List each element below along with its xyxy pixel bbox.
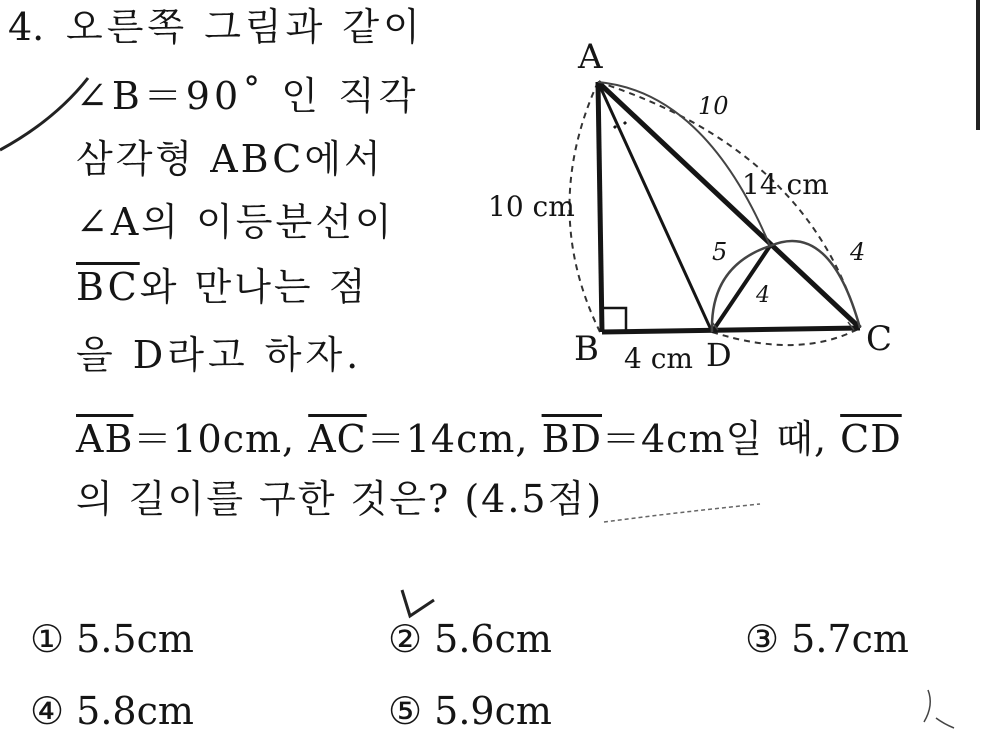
bd-length-label: 4 cm — [624, 342, 693, 375]
question-line-4: ∠A의 이등분선이 — [76, 200, 395, 244]
side-ac — [598, 82, 860, 328]
vertex-c-label: C — [866, 319, 893, 359]
segment-cd: $\overline{CD}$ — [840, 417, 902, 461]
question-line-5-rest: 와 만나는 점 — [139, 265, 369, 309]
side-bc — [602, 328, 860, 332]
vertex-b-label: B — [574, 329, 599, 369]
ac-length-label: 14 cm — [742, 168, 829, 201]
given-conditions — [76, 417, 902, 461]
choice-1[interactable]: ① 5.5cm — [30, 617, 194, 661]
pencil-underline-right — [604, 504, 760, 522]
side-ab — [598, 82, 602, 332]
question-ask: 의 길이를 구한 것은? (4.5점) — [76, 477, 604, 521]
segment-ab-value: ＝10cm, — [133, 417, 296, 461]
segment-bc: $\overline{BC}$ — [76, 265, 140, 309]
handwritten-inner-four: 4 — [756, 283, 770, 308]
choice-5[interactable]: ⑤ 5.9cm — [388, 689, 552, 733]
segment-ac: $\overline{AC}$ — [308, 417, 367, 461]
choice-4[interactable]: ④ 5.8cm — [30, 689, 194, 733]
triangle-figure — [480, 30, 930, 410]
handwritten-right-four: 4 — [850, 238, 866, 266]
answer-check-mark — [402, 590, 434, 616]
question-line-6: 을 D라고 하자. — [76, 333, 363, 377]
segment-bd-value: ＝4cm일 때, — [602, 417, 828, 461]
question-line-1: 오른쪽 그림과 같이 — [66, 5, 424, 49]
choice-2[interactable]: ② 5.6cm — [388, 617, 552, 661]
pencil-curve-left — [0, 78, 88, 150]
question-line-5 — [76, 265, 369, 309]
handwritten-ten: 10 — [698, 92, 729, 120]
segment-ac-value: ＝14cm, — [366, 417, 529, 461]
handwritten-five: 5 — [712, 238, 728, 266]
vertex-d-label: D — [706, 336, 732, 374]
question-line-3: 삼각형 ABC에서 — [76, 137, 384, 181]
vertex-a-label: A — [578, 37, 603, 77]
ab-length-label: 10 cm — [488, 190, 575, 223]
right-angle-mark — [602, 308, 626, 332]
segment-ab: $\overline{AB}$ — [76, 417, 134, 461]
question-number: 4. — [8, 5, 45, 49]
choice-3[interactable]: ③ 5.7cm — [745, 617, 909, 661]
question-line-2: ∠B＝90˚ 인 직각 — [76, 74, 420, 118]
pencil-scribble-corner — [924, 690, 954, 728]
segment-bd: $\overline{BD}$ — [541, 417, 602, 461]
angle-bisector-ad — [598, 82, 712, 332]
triangle-diagram — [480, 30, 930, 410]
